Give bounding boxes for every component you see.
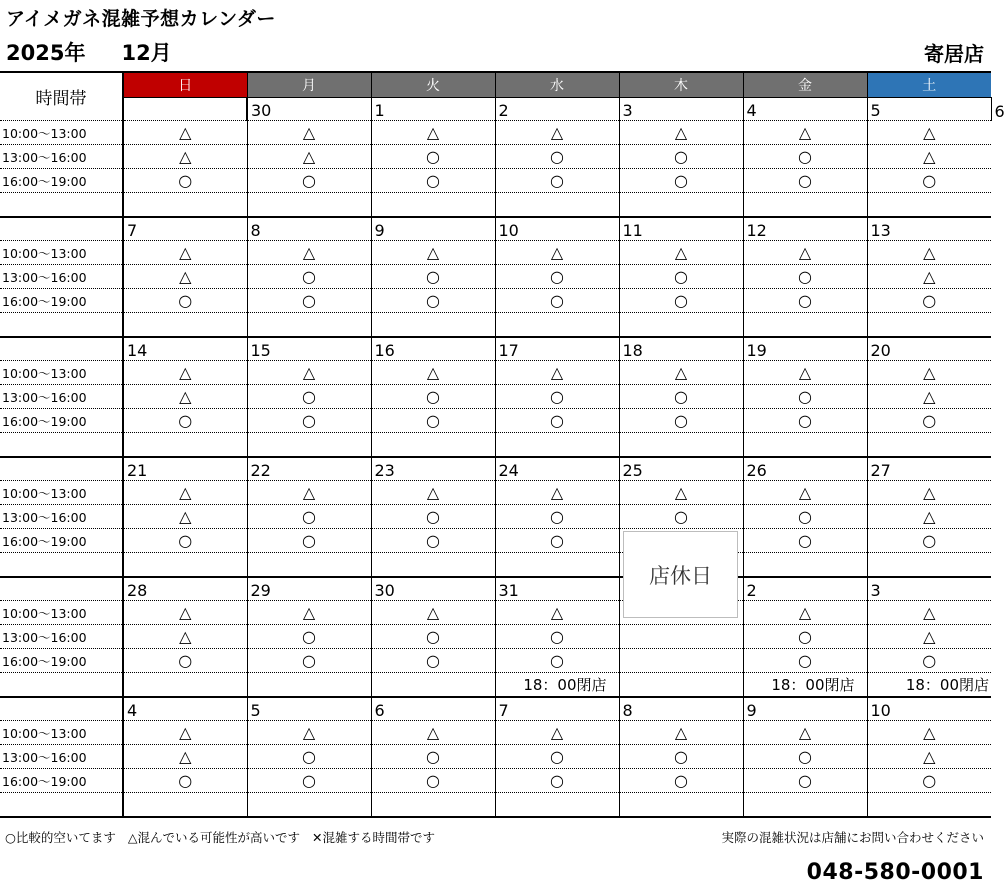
weekday-sat: 土 xyxy=(867,72,991,98)
date-cell: 12 xyxy=(743,217,867,241)
congestion-mark xyxy=(619,625,743,649)
congestion-mark: △ xyxy=(123,361,247,385)
congestion-mark: ○ xyxy=(371,649,495,673)
note-row xyxy=(0,313,991,338)
congestion-mark: △ xyxy=(123,481,247,505)
congestion-mark: ○ xyxy=(619,145,743,169)
closing-note xyxy=(495,793,619,818)
store-name: 寄居店 xyxy=(924,42,984,66)
time-slot-row xyxy=(0,145,991,169)
closing-note xyxy=(247,673,371,698)
congestion-mark: △ xyxy=(371,721,495,745)
congestion-mark: ○ xyxy=(619,289,743,313)
congestion-mark: ○ xyxy=(247,289,371,313)
closing-note xyxy=(495,313,619,338)
closing-note xyxy=(495,193,619,218)
congestion-mark: ○ xyxy=(743,769,867,793)
closing-note xyxy=(867,433,991,458)
congestion-mark: ○ xyxy=(743,145,867,169)
time-slot-label: 16:00～19:00 xyxy=(0,289,123,313)
time-slot-label: 13:00～16:00 xyxy=(0,505,123,529)
congestion-mark: ○ xyxy=(247,625,371,649)
date-cell: 2 xyxy=(743,577,867,601)
week-label-spacer xyxy=(0,217,123,241)
congestion-mark: △ xyxy=(123,241,247,265)
year-label: 2025年 xyxy=(6,41,86,65)
congestion-mark: ○ xyxy=(495,145,619,169)
date-cell: 14 xyxy=(123,337,247,361)
congestion-mark: ○ xyxy=(247,745,371,769)
closing-note xyxy=(867,313,991,338)
congestion-mark: △ xyxy=(247,361,371,385)
congestion-mark: ○ xyxy=(495,745,619,769)
note-row xyxy=(0,673,991,698)
date-cell: 17 xyxy=(495,337,619,361)
congestion-mark: ○ xyxy=(371,145,495,169)
congestion-mark: ○ xyxy=(247,409,371,433)
congestion-mark: ○ xyxy=(371,529,495,553)
closing-note xyxy=(123,193,247,218)
time-slot-row xyxy=(0,385,991,409)
congestion-mark: ○ xyxy=(743,745,867,769)
closing-note xyxy=(619,793,743,818)
date-cell: 7 xyxy=(123,217,247,241)
time-slot-label: 16:00～19:00 xyxy=(0,169,123,193)
closing-note xyxy=(123,553,247,578)
congestion-mark: △ xyxy=(123,601,247,625)
time-slot-label: 13:00～16:00 xyxy=(0,385,123,409)
time-slot-label: 10:00～13:00 xyxy=(0,121,123,145)
congestion-mark: ○ xyxy=(123,529,247,553)
congestion-mark: ○ xyxy=(371,169,495,193)
congestion-mark: △ xyxy=(123,625,247,649)
congestion-mark: △ xyxy=(619,121,743,145)
time-slot-label: 10:00～13:00 xyxy=(0,361,123,385)
closing-note xyxy=(371,793,495,818)
congestion-mark: ○ xyxy=(247,265,371,289)
closing-note xyxy=(495,433,619,458)
congestion-mark: ○ xyxy=(619,769,743,793)
time-slot-label: 16:00～19:00 xyxy=(0,529,123,553)
congestion-mark: △ xyxy=(495,241,619,265)
week-label-spacer xyxy=(0,337,123,361)
date-cell: 3 xyxy=(619,98,743,121)
congestion-mark: ○ xyxy=(371,625,495,649)
date-cell: 27 xyxy=(867,457,991,481)
closing-note xyxy=(371,553,495,578)
congestion-mark: △ xyxy=(867,145,991,169)
congestion-mark: ○ xyxy=(619,505,743,529)
congestion-mark: △ xyxy=(743,481,867,505)
congestion-mark: △ xyxy=(495,721,619,745)
congestion-mark: ○ xyxy=(743,385,867,409)
year-month xyxy=(6,37,172,67)
closing-note xyxy=(371,313,495,338)
congestion-mark: ○ xyxy=(247,529,371,553)
congestion-mark: △ xyxy=(247,481,371,505)
closing-note xyxy=(123,793,247,818)
closing-note xyxy=(247,433,371,458)
congestion-mark: △ xyxy=(123,385,247,409)
congestion-mark: ○ xyxy=(743,169,867,193)
time-slot-row xyxy=(0,289,991,313)
date-cell: 8 xyxy=(247,217,371,241)
date-cell: 16 xyxy=(371,337,495,361)
date-cell: 10 xyxy=(867,697,991,721)
closing-note xyxy=(371,193,495,218)
congestion-mark: ○ xyxy=(123,409,247,433)
closing-note xyxy=(371,433,495,458)
congestion-mark: △ xyxy=(619,481,743,505)
weekday-tue: 火 xyxy=(371,72,495,98)
date-cell: 30 xyxy=(247,98,371,121)
congestion-mark: ○ xyxy=(371,289,495,313)
closing-note xyxy=(743,433,867,458)
time-slot-row xyxy=(0,769,991,793)
closing-note xyxy=(619,313,743,338)
congestion-mark: ○ xyxy=(743,505,867,529)
date-cell: 5 xyxy=(867,98,991,121)
congestion-mark: ○ xyxy=(123,289,247,313)
congestion-mark: ○ xyxy=(247,649,371,673)
date-cell: 4 xyxy=(123,697,247,721)
congestion-mark: ○ xyxy=(247,169,371,193)
week-date-row xyxy=(0,697,991,721)
legend-busy: △混んでいる可能性が高いです xyxy=(127,830,301,845)
closing-note xyxy=(123,673,247,698)
congestion-mark: △ xyxy=(743,601,867,625)
date-cell: 22 xyxy=(247,457,371,481)
closing-note xyxy=(867,193,991,218)
date-cell: 8 xyxy=(619,697,743,721)
closing-note xyxy=(619,433,743,458)
time-slot-label: 13:00～16:00 xyxy=(0,745,123,769)
store-holiday-box: 店休日 xyxy=(623,531,738,618)
congestion-mark: △ xyxy=(743,721,867,745)
closing-note xyxy=(867,553,991,578)
congestion-mark: ○ xyxy=(495,409,619,433)
date-cell: 29 xyxy=(247,577,371,601)
time-slot-row xyxy=(0,505,991,529)
congestion-mark: ○ xyxy=(495,769,619,793)
congestion-mark: ○ xyxy=(867,289,991,313)
congestion-mark: △ xyxy=(867,505,991,529)
legend xyxy=(5,828,443,846)
note-label-spacer xyxy=(0,673,123,698)
month-label: 12月 xyxy=(121,41,172,65)
time-slot-row xyxy=(0,409,991,433)
congestion-mark: △ xyxy=(123,721,247,745)
time-slot-label: 10:00～13:00 xyxy=(0,481,123,505)
legend-available: ○比較的空いてます xyxy=(5,830,116,845)
congestion-mark: △ xyxy=(867,385,991,409)
time-slot-label: 13:00～16:00 xyxy=(0,265,123,289)
congestion-mark: ○ xyxy=(371,745,495,769)
date-cell: 21 xyxy=(123,457,247,481)
time-slot-row xyxy=(0,169,991,193)
congestion-mark: △ xyxy=(495,481,619,505)
closing-note xyxy=(743,553,867,578)
closing-note xyxy=(123,313,247,338)
closing-note xyxy=(619,193,743,218)
date-cell: 9 xyxy=(371,217,495,241)
closing-note xyxy=(247,793,371,818)
date-cell: 31 xyxy=(495,577,619,601)
congestion-mark: ○ xyxy=(371,769,495,793)
congestion-mark: △ xyxy=(743,121,867,145)
week-label-spacer xyxy=(123,98,247,121)
congestion-mark: ○ xyxy=(123,769,247,793)
congestion-mark: △ xyxy=(495,361,619,385)
congestion-mark: ○ xyxy=(371,505,495,529)
congestion-mark: ○ xyxy=(619,745,743,769)
congestion-mark: ○ xyxy=(123,169,247,193)
congestion-mark xyxy=(619,649,743,673)
closing-note xyxy=(619,673,743,698)
congestion-mark: △ xyxy=(867,625,991,649)
congestion-mark: ○ xyxy=(495,649,619,673)
week-date-row xyxy=(0,337,991,361)
date-cell: 28 xyxy=(123,577,247,601)
closing-note xyxy=(743,793,867,818)
congestion-mark: ○ xyxy=(371,385,495,409)
congestion-mark: ○ xyxy=(495,169,619,193)
congestion-mark: ○ xyxy=(495,625,619,649)
week-date-row xyxy=(0,577,991,601)
date-cell: 30 xyxy=(371,577,495,601)
congestion-mark: ○ xyxy=(371,265,495,289)
time-slot-label: 10:00～13:00 xyxy=(0,601,123,625)
date-cell: 2 xyxy=(495,98,619,121)
congestion-mark: △ xyxy=(867,745,991,769)
date-cell: 4 xyxy=(743,98,867,121)
congestion-mark: ○ xyxy=(867,769,991,793)
congestion-mark: △ xyxy=(371,601,495,625)
congestion-mark: △ xyxy=(867,481,991,505)
congestion-mark: ○ xyxy=(619,265,743,289)
congestion-mark: △ xyxy=(123,505,247,529)
week-label-spacer xyxy=(0,577,123,601)
congestion-mark: ○ xyxy=(495,505,619,529)
congestion-mark: ○ xyxy=(743,625,867,649)
closing-note xyxy=(867,793,991,818)
time-slot-row xyxy=(0,529,991,553)
date-cell: 13 xyxy=(867,217,991,241)
week-date-row xyxy=(0,457,991,481)
time-slot-row xyxy=(0,121,991,145)
congestion-mark: △ xyxy=(247,601,371,625)
congestion-mark: △ xyxy=(371,121,495,145)
congestion-mark: ○ xyxy=(495,265,619,289)
note-label-spacer xyxy=(0,553,123,578)
congestion-mark: △ xyxy=(247,721,371,745)
congestion-mark: △ xyxy=(371,361,495,385)
time-slot-row xyxy=(0,601,991,625)
weekday-fri: 金 xyxy=(743,72,867,98)
congestion-mark: ○ xyxy=(867,169,991,193)
congestion-mark: △ xyxy=(743,241,867,265)
date-cell: 20 xyxy=(867,337,991,361)
weekday-thu: 木 xyxy=(619,72,743,98)
date-cell: 5 xyxy=(247,697,371,721)
congestion-mark: ○ xyxy=(743,409,867,433)
note-label-spacer xyxy=(0,433,123,458)
date-cell: 3 xyxy=(867,577,991,601)
congestion-mark: △ xyxy=(867,361,991,385)
time-slot-row xyxy=(0,361,991,385)
congestion-mark: △ xyxy=(247,145,371,169)
time-slot-row xyxy=(0,481,991,505)
week-date-row: 30 1 2 3 4 5 6 xyxy=(0,98,991,121)
date-cell: 15 xyxy=(247,337,371,361)
time-slot-label: 16:00～19:00 xyxy=(0,769,123,793)
date-cell: 19 xyxy=(743,337,867,361)
note-label-spacer xyxy=(0,313,123,338)
date-cell: 18 xyxy=(619,337,743,361)
congestion-mark: ○ xyxy=(867,409,991,433)
congestion-mark: △ xyxy=(123,745,247,769)
congestion-mark: △ xyxy=(867,241,991,265)
note-row xyxy=(0,193,991,218)
congestion-mark: △ xyxy=(371,241,495,265)
note-row xyxy=(0,433,991,458)
phone-number: 048-580-0001 xyxy=(806,860,984,885)
closing-note xyxy=(123,433,247,458)
closing-note xyxy=(743,193,867,218)
closing-note xyxy=(495,553,619,578)
congestion-mark: △ xyxy=(495,601,619,625)
closing-note xyxy=(743,313,867,338)
congestion-mark: ○ xyxy=(247,505,371,529)
closing-note xyxy=(247,313,371,338)
time-slot-row xyxy=(0,265,991,289)
date-cell: 26 xyxy=(743,457,867,481)
time-slot-label: 10:00～13:00 xyxy=(0,721,123,745)
time-slot-row xyxy=(0,745,991,769)
closing-note xyxy=(371,673,495,698)
congestion-mark: ○ xyxy=(495,385,619,409)
congestion-mark: △ xyxy=(123,121,247,145)
date-cell: 1 xyxy=(371,98,495,121)
time-slot-label: 16:00～19:00 xyxy=(0,649,123,673)
time-slot-label: 10:00～13:00 xyxy=(0,241,123,265)
date-cell: 9 xyxy=(743,697,867,721)
time-band-header: 時間帯 xyxy=(0,72,123,121)
legend-crowded: ✕混雑する時間帯です xyxy=(312,830,435,845)
congestion-mark: △ xyxy=(247,121,371,145)
note-row xyxy=(0,793,991,818)
contact-note: 実際の混雑状況は店舗にお問い合わせください xyxy=(721,830,984,845)
congestion-mark: △ xyxy=(495,121,619,145)
time-slot-row xyxy=(0,649,991,673)
note-row xyxy=(0,553,991,578)
congestion-mark: △ xyxy=(867,121,991,145)
congestion-mark: ○ xyxy=(619,169,743,193)
congestion-mark: △ xyxy=(123,145,247,169)
closing-note: 18：00閉店 xyxy=(743,673,867,698)
congestion-mark: △ xyxy=(867,265,991,289)
weekday-sun: 日 xyxy=(123,72,247,98)
congestion-mark: △ xyxy=(743,361,867,385)
congestion-mark: △ xyxy=(619,241,743,265)
congestion-mark: ○ xyxy=(619,409,743,433)
week-date-row xyxy=(0,217,991,241)
congestion-mark: ○ xyxy=(743,265,867,289)
congestion-mark: ○ xyxy=(247,385,371,409)
congestion-mark: △ xyxy=(867,721,991,745)
date-cell: 7 xyxy=(495,697,619,721)
calendar-grid xyxy=(0,71,1005,813)
date-cell: 23 xyxy=(371,457,495,481)
date-cell: 25 xyxy=(619,457,743,481)
time-slot-label: 13:00～16:00 xyxy=(0,145,123,169)
congestion-mark: △ xyxy=(619,721,743,745)
closing-note: 18：00閉店 xyxy=(495,673,619,698)
congestion-mark: ○ xyxy=(743,649,867,673)
week-label-spacer xyxy=(0,697,123,721)
congestion-mark: △ xyxy=(867,601,991,625)
note-label-spacer xyxy=(0,193,123,218)
congestion-mark: ○ xyxy=(867,649,991,673)
congestion-mark: ○ xyxy=(495,289,619,313)
congestion-mark: △ xyxy=(123,265,247,289)
congestion-mark: △ xyxy=(619,361,743,385)
congestion-mark: ○ xyxy=(247,769,371,793)
closing-note: 18：00閉店 xyxy=(867,673,991,698)
congestion-mark: ○ xyxy=(743,529,867,553)
congestion-mark: ○ xyxy=(371,409,495,433)
congestion-mark: △ xyxy=(371,481,495,505)
time-slot-row xyxy=(0,241,991,265)
weekday-wed: 水 xyxy=(495,72,619,98)
congestion-mark: ○ xyxy=(123,649,247,673)
note-label-spacer xyxy=(0,793,123,818)
closing-note xyxy=(247,193,371,218)
time-slot-row xyxy=(0,721,991,745)
date-cell: 11 xyxy=(619,217,743,241)
week-label-spacer xyxy=(0,457,123,481)
date-cell: 10 xyxy=(495,217,619,241)
date-cell: 24 xyxy=(495,457,619,481)
congestion-mark: ○ xyxy=(619,385,743,409)
date-cell: 6 xyxy=(371,697,495,721)
congestion-mark: ○ xyxy=(743,289,867,313)
calendar-title: アイメガネ混雑予想カレンダー xyxy=(6,8,276,30)
congestion-mark: △ xyxy=(247,241,371,265)
time-slot-label: 13:00～16:00 xyxy=(0,625,123,649)
time-slot-label: 16:00～19:00 xyxy=(0,409,123,433)
time-slot-row xyxy=(0,625,991,649)
congestion-mark: ○ xyxy=(495,529,619,553)
congestion-mark: ○ xyxy=(867,529,991,553)
weekday-mon: 月 xyxy=(247,72,371,98)
closing-note xyxy=(247,553,371,578)
